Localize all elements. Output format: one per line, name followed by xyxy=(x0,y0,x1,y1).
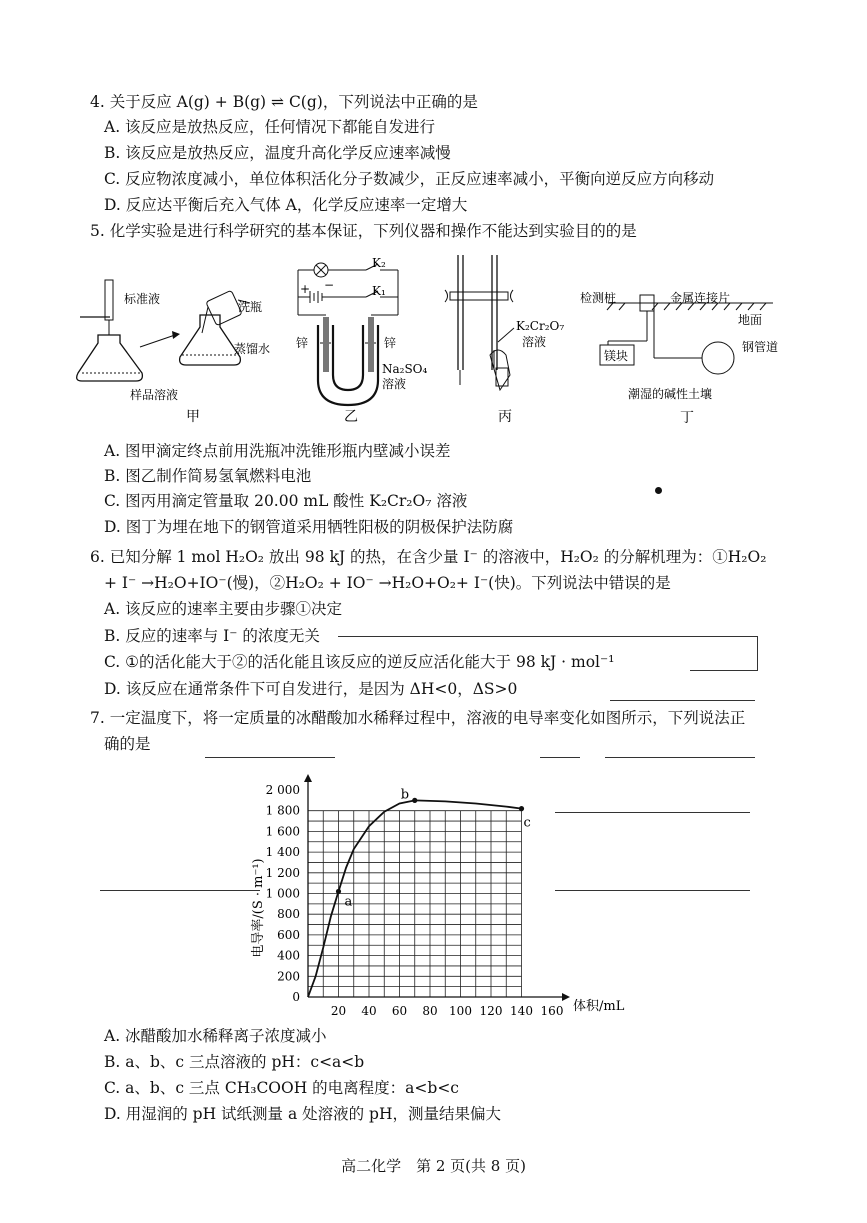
caption-ding: 丁 xyxy=(680,410,694,426)
q4-stem: 4. 关于反应 A(g) + B(g) ⇌ C(g)，下列说法中正确的是 xyxy=(90,93,478,111)
q6-option-d: D. 该反应在通常条件下可自发进行，是因为 ΔH<0，ΔS>0 xyxy=(104,680,518,698)
y-tick-label: 1 000 xyxy=(265,886,300,901)
y-tick-label: 1 800 xyxy=(265,803,300,818)
q5-option-c: C. 图丙用滴定管量取 20.00 mL 酸性 K₂Cr₂O₇ 溶液 xyxy=(104,492,468,510)
q7-stem-line1: 7. 一定温度下，将一定质量的冰醋酸加水稀释过程中，溶液的电导率变化如图所示，下列说法正 xyxy=(90,709,746,727)
q5-option-a: A. 图甲滴定终点前用洗瓶冲洗锥形瓶内壁减小误差 xyxy=(104,442,451,460)
stray-line xyxy=(690,670,758,671)
q5-stem: 5. 化学实验是进行科学研究的基本保证，下列仪器和操作不能达到实验目的的是 xyxy=(90,222,637,240)
stray-line xyxy=(605,757,755,758)
q7-option-b: B. a、b、c 三点溶液的 pH：c<a<b xyxy=(104,1053,365,1071)
x-axis-arrow xyxy=(562,993,570,1001)
q6-stem-line2: + I⁻ →H₂O+IO⁻(慢)，②H₂O₂ + IO⁻ →H₂O+O₂+ I⁻(快)。下列说法中错误的是 xyxy=(104,574,671,592)
label-sample-solution: 样品溶液 xyxy=(130,388,179,402)
conductivity-chart xyxy=(230,760,625,1025)
label-test-post: 检测桩 xyxy=(580,291,617,305)
y-tick-label: 1 400 xyxy=(265,845,300,860)
y-tick-label: 200 xyxy=(277,969,300,984)
label-metal-connector: 金属连接片 xyxy=(670,291,731,305)
x-tick-label: 140 xyxy=(510,1004,533,1018)
label-wash-bottle: 洗瓶 xyxy=(238,300,263,314)
x-tick-label: 60 xyxy=(391,1004,408,1018)
x-tick-label: 120 xyxy=(479,1004,503,1018)
point-b xyxy=(412,798,417,803)
point-label-b: b xyxy=(400,787,410,803)
label-magnesium-block: 镁块 xyxy=(604,349,629,363)
q5-option-d: D. 图丁为埋在地下的钢管道采用牺牲阳极的阴极保护法防腐 xyxy=(104,518,514,536)
burette-figure-bing xyxy=(440,250,575,430)
point-a xyxy=(336,889,341,894)
stray-line xyxy=(610,700,755,701)
caption-jia: 甲 xyxy=(186,409,200,425)
q5-option-b: B. 图乙制作简易氢氧燃料电池 xyxy=(104,467,312,485)
caption-yi: 乙 xyxy=(344,409,358,425)
x-tick-label: 20 xyxy=(330,1004,347,1018)
q7-option-c: C. a、b、c 三点 CH₃COOH 的电离程度：a<b<c xyxy=(104,1079,459,1097)
stray-line xyxy=(205,757,335,758)
label-steel-pipe: 钢管道 xyxy=(742,340,779,354)
label-switch-k2: K₂ xyxy=(372,256,386,270)
q6-option-b: B. 反应的速率与 I⁻ 的浓度无关 xyxy=(104,627,320,645)
point-label-a: a xyxy=(344,894,353,910)
label-k2cr2o7: K₂Cr₂O₇ xyxy=(516,319,565,333)
label-zinc-right: 锌 xyxy=(384,336,397,350)
q6-option-c: C. ①的活化能大于②的活化能且该反应的逆反应活化能大于 98 kJ · mol⁻¹ xyxy=(104,653,615,671)
y-axis-label: 电导率/(S · m⁻¹) xyxy=(251,858,266,958)
q4-option-b: B. 该反应是放热反应，温度升高化学反应速率减慢 xyxy=(104,144,451,162)
label-na2so4: Na₂SO₄ xyxy=(382,362,428,376)
point-label-c: c xyxy=(523,815,531,831)
cathodic-protection-figure-ding xyxy=(578,283,793,428)
y-tick-label: 2 000 xyxy=(265,783,300,797)
label-positive: + xyxy=(300,282,311,296)
q7-stem-line2: 确的是 xyxy=(104,735,151,753)
point-c xyxy=(519,806,524,811)
y-tick-label: 1 600 xyxy=(265,824,300,839)
x-tick-labels xyxy=(331,1004,564,1018)
chart-axes xyxy=(304,774,570,1001)
y-tick-label: 400 xyxy=(277,948,300,963)
label-solution-yi: 溶液 xyxy=(382,377,407,391)
y-axis-arrow xyxy=(304,774,312,782)
x-tick-label: 40 xyxy=(361,1004,377,1018)
q4-option-c: C. 反应物浓度减小，单位体积活化分子数减少，正反应速率减小，平衡向逆反应方向移动 xyxy=(104,170,715,188)
label-negative: − xyxy=(324,278,335,292)
x-tick-label: 80 xyxy=(422,1004,438,1018)
label-switch-k1: K₁ xyxy=(372,284,386,298)
titration-figure-jia xyxy=(80,255,280,430)
label-solution-bing: 溶液 xyxy=(522,335,547,349)
label-distilled-water: 蒸馏水 xyxy=(234,342,271,356)
stray-dot xyxy=(655,487,662,494)
fuel-cell-figure-yi xyxy=(288,255,428,430)
chart-grid xyxy=(308,811,522,997)
x-tick-label: 160 xyxy=(540,1004,564,1018)
q6-stem-line1: 6. 已知分解 1 mol H₂O₂ 放出 98 kJ 的热，在含少量 I⁻ 的溶液中，H₂O₂ 的分解机理为：①H₂O₂ xyxy=(90,548,767,566)
stray-line xyxy=(338,636,758,637)
label-alkaline-soil: 潮湿的碱性土壤 xyxy=(628,387,713,401)
stray-line xyxy=(540,757,580,758)
q7-option-d: D. 用湿润的 pH 试纸测量 a 处溶液的 pH，测量结果偏大 xyxy=(104,1105,501,1123)
label-standard-solution: 标准液 xyxy=(124,292,161,306)
x-tick-label: 100 xyxy=(449,1004,472,1018)
y-tick-label: 0 xyxy=(292,990,300,1004)
label-zinc-left: 锌 xyxy=(296,336,309,350)
q7-option-a: A. 冰醋酸加水稀释离子浓度减小 xyxy=(104,1027,327,1045)
x-axis-label: 体积/mL xyxy=(573,999,625,1014)
y-tick-label: 1 200 xyxy=(265,865,300,880)
q6-option-a: A. 该反应的速率主要由步骤①决定 xyxy=(104,600,343,618)
caption-bing: 丙 xyxy=(498,409,512,425)
page-footer: 高二化学 第 2 页(共 8 页) xyxy=(341,1157,526,1175)
y-tick-label: 600 xyxy=(277,927,300,942)
stray-line xyxy=(757,636,758,670)
y-tick-label: 800 xyxy=(277,907,300,922)
q4-option-a: A. 该反应是放热反应，任何情况下都能自发进行 xyxy=(104,118,436,136)
label-ground: 地面 xyxy=(738,313,763,327)
y-tick-labels xyxy=(266,783,300,1004)
q4-option-d: D. 反应达平衡后充入气体 A，化学反应速率一定增大 xyxy=(104,196,468,214)
